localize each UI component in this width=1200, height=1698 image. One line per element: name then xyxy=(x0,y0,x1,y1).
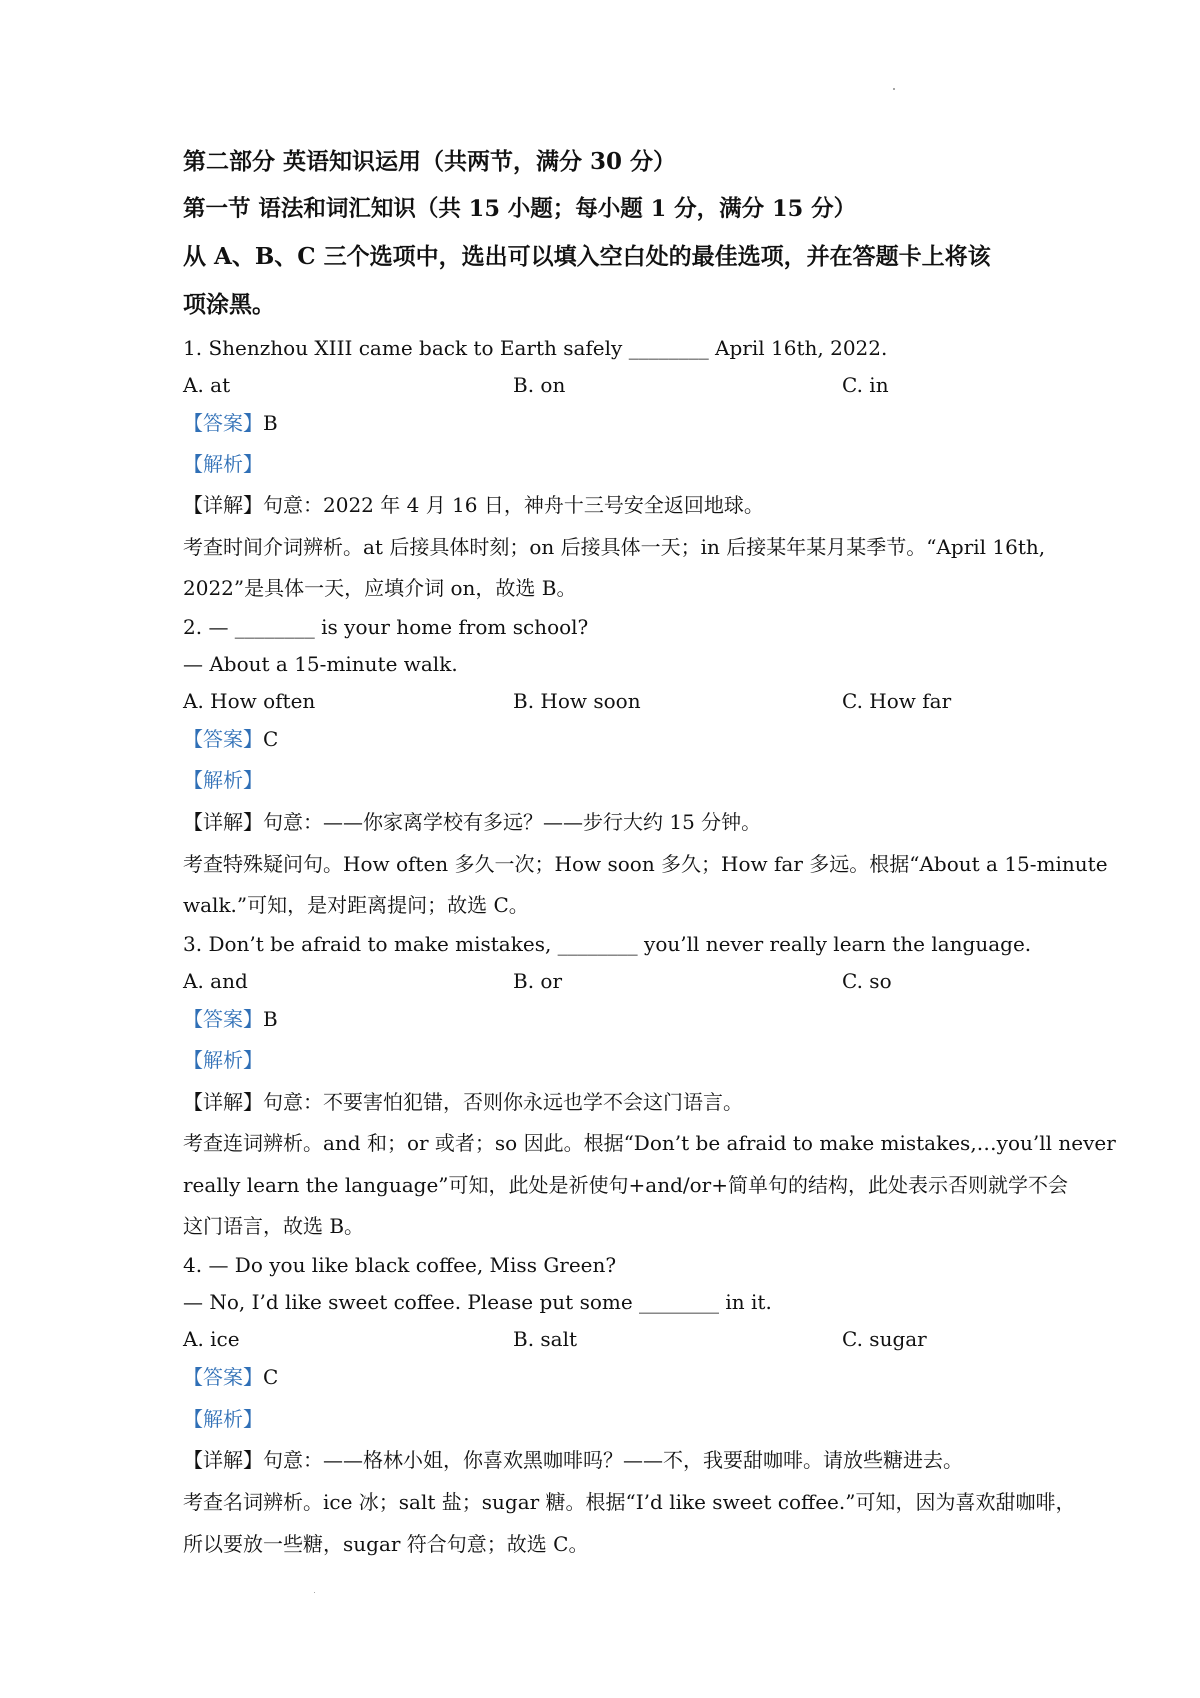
question-1-stem: 1. Shenzhou XIII came back to Earth safely ________ April 16th, 2022. xyxy=(183,336,888,360)
question-4-stem: 4. — Do you like black coffee, Miss Green? xyxy=(183,1253,617,1277)
question-1-option-a: A. at xyxy=(183,373,231,397)
question-1-option-b: B. on xyxy=(513,373,566,397)
answer-label: 【答案】 xyxy=(183,411,263,435)
question-1-explanation-1: 考查时间介词辨析。at 后接具体时刻；on 后接具体一天；in 后接某年某月某季节。“April 16th, xyxy=(183,535,1046,559)
part-heading: 第二部分 英语知识运用（共两节，满分 30 分） xyxy=(183,148,677,175)
detail-label: 【详解】 xyxy=(183,1090,263,1114)
question-4-detail xyxy=(183,1447,963,1473)
answer-value: C xyxy=(263,1365,279,1389)
question-2-detail xyxy=(183,809,761,835)
section-heading: 第一节 语法和词汇知识（共 15 小题；每小题 1 分，满分 15 分） xyxy=(183,196,857,222)
question-2-explanation-2: walk.”可知，是对距离提问；故选 C。 xyxy=(183,893,529,917)
question-3-stem: 3. Don’t be afraid to make mistakes, ________ you’ll never really learn the language. xyxy=(183,932,1032,956)
answer-label: 【答案】 xyxy=(183,1007,263,1031)
question-2-stem: 2. — ________ is your home from school? xyxy=(183,615,589,639)
question-3-explanation-2: really learn the language”可知，此处是祈使句+and/or+简单句的结构，此处表示否则就学不会 xyxy=(183,1173,1068,1197)
instruction-line-2: 项涂黑。 xyxy=(183,291,275,318)
detail-text: 句意：2022 年 4 月 16 日，神舟十三号安全返回地球。 xyxy=(263,493,764,517)
answer-label: 【答案】 xyxy=(183,1365,263,1389)
question-3-analysis-label: 【解析】 xyxy=(183,1048,263,1072)
detail-label: 【详解】 xyxy=(183,1448,263,1472)
question-4-option-c: C. sugar xyxy=(842,1327,927,1351)
question-3-explanation-3: 这门语言，故选 B。 xyxy=(183,1214,365,1238)
question-4-analysis-label: 【解析】 xyxy=(183,1407,263,1431)
question-3-detail xyxy=(183,1089,743,1115)
question-2-option-a: A. How often xyxy=(183,689,316,713)
question-4-explanation-2: 所以要放一些糖，sugar 符合句意；故选 C。 xyxy=(183,1532,589,1556)
question-1-explanation-2: 2022”是具体一天，应填介词 on，故选 B。 xyxy=(183,576,577,600)
question-2-answer xyxy=(183,726,278,752)
answer-label: 【答案】 xyxy=(183,727,263,751)
question-2-option-b: B. How soon xyxy=(513,689,641,713)
scan-speck xyxy=(893,88,895,90)
instruction-line-1: 从 A、B、C 三个选项中，选出可以填入空白处的最佳选项，并在答题卡上将该 xyxy=(183,243,991,270)
question-1-detail xyxy=(183,492,764,518)
detail-label: 【详解】 xyxy=(183,493,263,517)
detail-text: 句意：不要害怕犯错，否则你永远也学不会这门语言。 xyxy=(263,1090,743,1114)
question-2-analysis-label: 【解析】 xyxy=(183,768,263,792)
question-3-option-b: B. or xyxy=(513,969,563,993)
scan-speck xyxy=(314,1592,315,1593)
question-2-stem-reply: — About a 15-minute walk. xyxy=(183,652,458,676)
answer-value: C xyxy=(263,727,279,751)
question-3-option-c: C. so xyxy=(842,969,892,993)
question-4-option-a: A. ice xyxy=(183,1327,240,1351)
question-3-answer xyxy=(183,1006,278,1032)
question-3-option-a: A. and xyxy=(183,969,248,993)
answer-value: B xyxy=(263,411,278,435)
detail-label: 【详解】 xyxy=(183,810,263,834)
question-4-explanation-1: 考查名词辨析。ice 冰；salt 盐；sugar 糖。根据“I’d like sweet coffee.”可知，因为喜欢甜咖啡， xyxy=(183,1490,1076,1514)
question-2-option-c: C. How far xyxy=(842,689,952,713)
detail-text: 句意：——格林小姐，你喜欢黑咖啡吗？——不，我要甜咖啡。请放些糖进去。 xyxy=(263,1448,963,1472)
question-2-explanation-1: 考查特殊疑问句。How often 多久一次；How soon 多久；How far 多远。根据“About a 15-minute xyxy=(183,852,1108,876)
question-4-option-b: B. salt xyxy=(513,1327,578,1351)
question-1-option-c: C. in xyxy=(842,373,889,397)
question-3-explanation-1: 考查连词辨析。and 和；or 或者；so 因此。根据“Don’t be afraid to make mistakes,…you’ll never xyxy=(183,1131,1116,1155)
detail-text: 句意：——你家离学校有多远？——步行大约 15 分钟。 xyxy=(263,810,762,834)
question-4-stem-reply: — No, I’d like sweet coffee. Please put some ________ in it. xyxy=(183,1290,772,1314)
question-1-analysis-label: 【解析】 xyxy=(183,452,263,476)
question-4-answer xyxy=(183,1364,278,1390)
question-1-answer xyxy=(183,410,278,436)
answer-value: B xyxy=(263,1007,278,1031)
